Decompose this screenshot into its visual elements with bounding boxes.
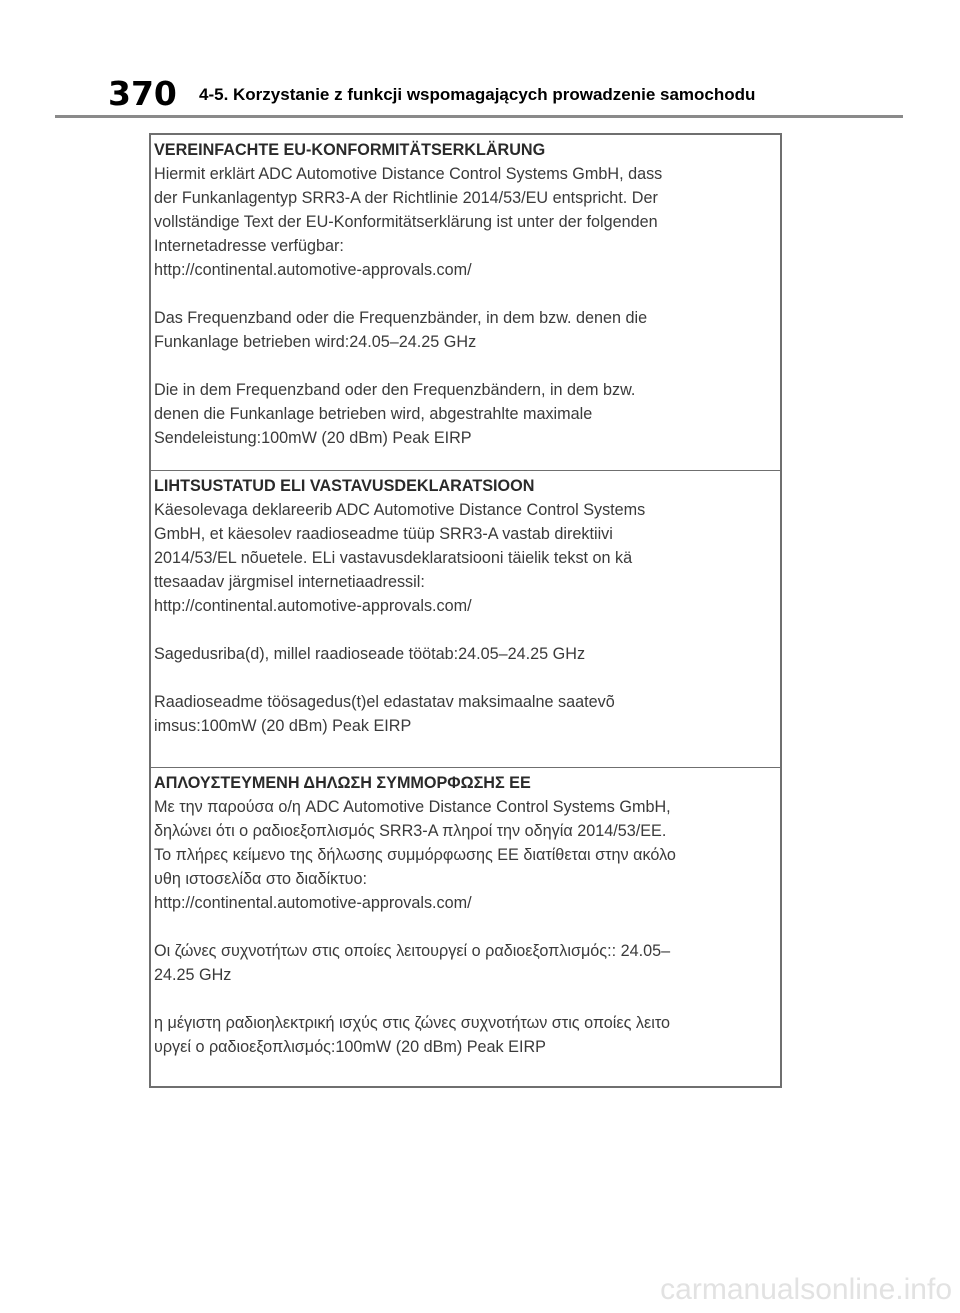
text-line: Die in dem Frequenzband oder den Frequenzbändern, in dem bzw.: [154, 381, 636, 399]
url-text: http://continental.automotive-approvals.com/: [154, 597, 472, 615]
url-text: http://continental.automotive-approvals.com/: [154, 261, 472, 279]
text-line: Hiermit erklärt ADC Automotive Distance Control Systems GmbH, dass: [154, 165, 663, 183]
text-line: υθη ιστοσελίδα στο διαδίκτυο:: [154, 870, 367, 888]
text-line: Das Frequenzband oder die Frequenzbänder, in dem bzw. denen die: [154, 309, 648, 327]
text-line: vollständige Text der EU-Konformitätserklärung ist unter der folgenden: [154, 213, 658, 231]
paragraph: [154, 642, 776, 666]
text-line: 2014/53/EL nõuetele. ELi vastavusdeklaratsiooni täielik tekst on kä: [154, 549, 633, 567]
text-line: Funkanlage betrieben wird:24.05–24.25 GHz: [154, 333, 477, 351]
text-line: η μέγιστη ραδιοηλεκτρική ισχύς στις ζώνες συχνοτήτων στις οποίες λειτο: [154, 1014, 670, 1032]
paragraph-gap: [154, 666, 776, 690]
paragraph-gap: [154, 915, 776, 939]
text-line: δηλώνει ότι ο ραδιοεξοπλισμός SRR3-A πληροί την οδηγία 2014/53/ΕΕ.: [154, 822, 667, 840]
paragraph-gap: [154, 987, 776, 1011]
section-title: VEREINFACHTE EU-KONFORMITÄTSERKLÄRUNG: [154, 141, 546, 159]
declaration-section-greek: [151, 768, 780, 1086]
text-line: 24.25 GHz: [154, 966, 232, 984]
text-line: Internetadresse verfügbar:: [154, 237, 344, 255]
paragraph: [154, 306, 776, 354]
declaration-table: [149, 133, 782, 1088]
text-line: Sendeleistung:100mW (20 dBm) Peak EIRP: [154, 429, 472, 447]
paragraph-gap: [154, 354, 776, 378]
paragraph: [154, 690, 776, 738]
paragraph-gap: [154, 282, 776, 306]
url-text: http://continental.automotive-approvals.com/: [154, 894, 472, 912]
text-line: GmbH, et käesolev raadioseadme tüüp SRR3-A vastab direktiivi: [154, 525, 613, 543]
paragraph: [154, 162, 776, 282]
text-line: Sagedusriba(d), millel raadioseade töötab:24.05–24.25 GHz: [154, 645, 586, 663]
chapter-title: 4-5. Korzystanie z funkcji wspomagających prowadzenie samochodu: [199, 85, 756, 104]
paragraph-gap: [154, 618, 776, 642]
paragraph: [154, 795, 776, 915]
text-line: Raadioseadme töösagedus(t)el edastatav maksimaalne saatevõ: [154, 693, 615, 711]
watermark: carmanualsonline.info: [660, 1273, 952, 1306]
declaration-section-estonian: [151, 471, 780, 768]
text-line: Με την παρούσα ο/η ADC Automotive Distance Control Systems GmbH,: [154, 798, 671, 816]
text-line: Οι ζώνες συχνοτήτων στις οποίες λειτουργεί ο ραδιοεξοπλισμός:: 24.05–: [154, 942, 671, 960]
text-line: der Funkanlagentyp SRR3-A der Richtlinie 2014/53/EU entspricht. Der: [154, 189, 658, 207]
text-line: denen die Funkanlage betrieben wird, abgestrahlte maximale: [154, 405, 593, 423]
text-line: υργεί ο ραδιοεξοπλισμός:100mW (20 dBm) Peak EIRP: [154, 1038, 546, 1056]
paragraph: [154, 498, 776, 618]
section-title: LIHTSUSTATUD ELI VASTAVUSDEKLARATSIOON: [154, 477, 535, 495]
paragraph: [154, 939, 776, 987]
paragraph: [154, 1011, 776, 1059]
text-line: Käesolevaga deklareerib ADC Automotive Distance Control Systems: [154, 501, 646, 519]
text-line: imsus:100mW (20 dBm) Peak EIRP: [154, 717, 412, 735]
text-line: Το πλήρες κείμενο της δήλωσης συμμόρφωσης ΕΕ διατίθεται στην ακόλο: [154, 846, 676, 864]
page-header: [0, 70, 960, 120]
paragraph: [154, 378, 776, 450]
header-divider: [55, 115, 903, 118]
declaration-section-german: [151, 135, 780, 471]
text-line: ttesaadav järgmisel internetiaadressil:: [154, 573, 425, 591]
section-title: ΑΠΛΟΥΣΤΕΥΜΕΝΗ ΔΗΛΩΣΗ ΣΥΜΜΟΡΦΩΣΗΣ ΕΕ: [154, 774, 531, 792]
page-number: 370: [108, 74, 177, 113]
